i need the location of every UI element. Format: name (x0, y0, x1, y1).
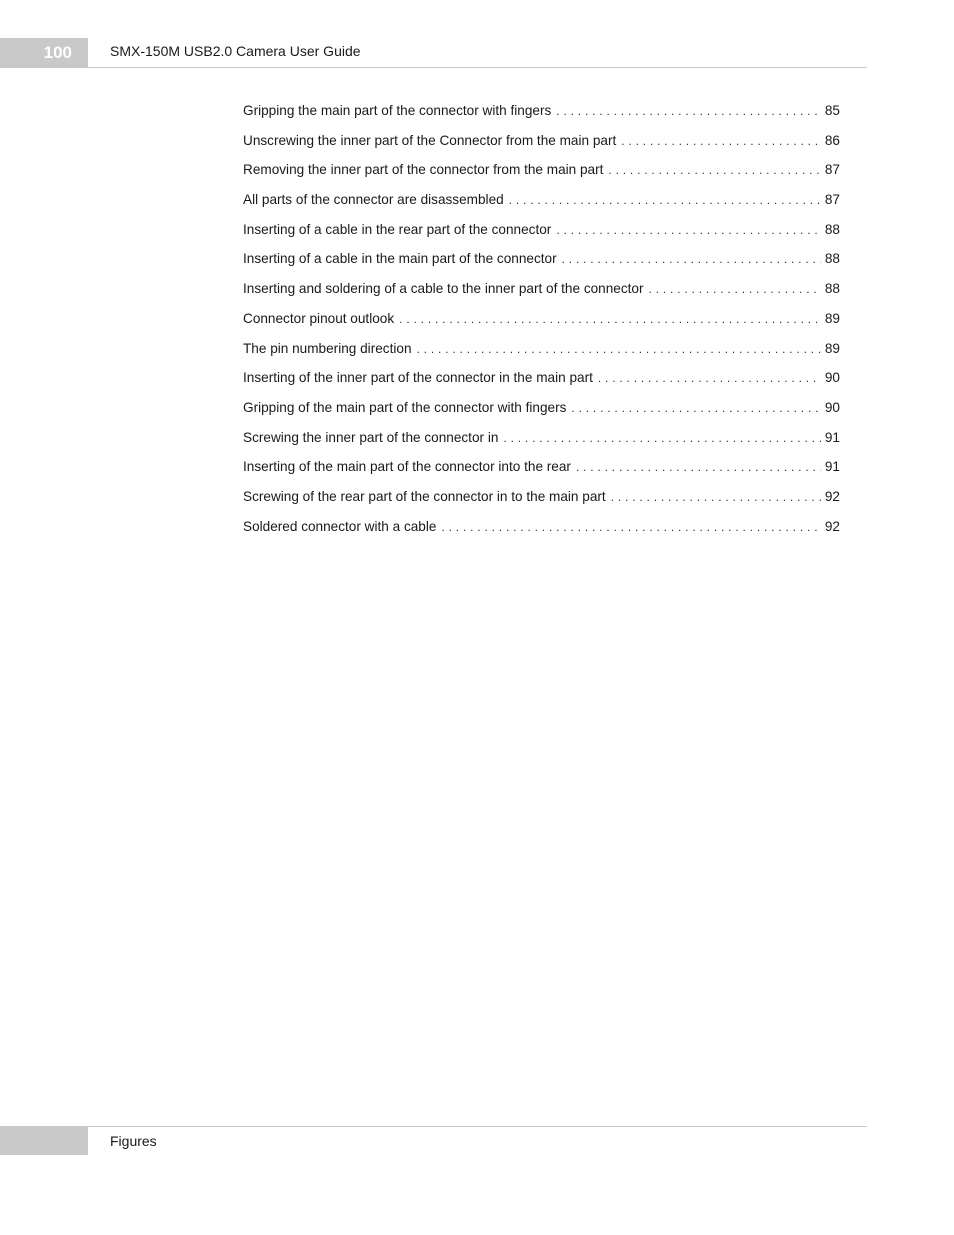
toc-entry-title: Inserting of a cable in the rear part of the connector (243, 221, 552, 237)
toc-entry-title: Inserting of the main part of the connector into the rear (243, 459, 571, 475)
toc-entry-page: 91 (824, 459, 840, 475)
toc-entry[interactable] (243, 311, 840, 341)
dot-leader (509, 193, 821, 207)
dot-leader (598, 371, 821, 385)
toc-entry-title: All parts of the connector are disassembled (243, 192, 504, 208)
toc-entry-title: The pin numbering direction (243, 340, 412, 356)
toc-entry-page: 90 (824, 399, 840, 415)
page-footer (0, 1126, 867, 1155)
dot-leader (556, 223, 821, 237)
dot-leader (562, 252, 821, 266)
toc-entry-title: Connector pinout outlook (243, 310, 395, 326)
dot-leader (608, 163, 820, 177)
toc-entry-page: 91 (824, 429, 840, 445)
toc-entry-page: 85 (824, 103, 840, 118)
figures-list (243, 103, 840, 548)
page-number: 100 (0, 38, 88, 67)
toc-entry-title: Gripping the main part of the connector with fingers (243, 103, 552, 118)
toc-entry-title: Inserting of a cable in the main part of the connector (243, 251, 557, 267)
toc-entry[interactable] (243, 430, 840, 460)
dot-leader (417, 342, 821, 356)
document-title: SMX-150M USB2.0 Camera User Guide (110, 43, 361, 59)
toc-entry-title: Inserting and soldering of a cable to the inner part of the connector (243, 281, 644, 297)
toc-entry-title: Gripping of the main part of the connector with fingers (243, 399, 567, 415)
toc-entry-page: 89 (824, 340, 840, 356)
toc-entry-page: 87 (824, 162, 840, 178)
toc-entry-title: Screwing of the rear part of the connector in to the main part (243, 488, 606, 504)
toc-entry[interactable] (243, 459, 840, 489)
toc-entry-page: 92 (824, 518, 840, 534)
dot-leader (399, 312, 821, 326)
toc-entry[interactable] (243, 162, 840, 192)
toc-entry-title: Inserting of the inner part of the connector in the main part (243, 370, 593, 386)
dot-leader (503, 431, 820, 445)
toc-entry-page: 92 (824, 488, 840, 504)
toc-entry-title: Removing the inner part of the connector from the main part (243, 162, 604, 178)
toc-entry[interactable] (243, 400, 840, 430)
toc-entry[interactable] (243, 251, 840, 281)
dot-leader (556, 104, 821, 118)
dot-leader (611, 490, 821, 504)
dot-leader (621, 134, 821, 148)
dot-leader (441, 520, 820, 534)
section-name: Figures (110, 1133, 157, 1149)
toc-entry-title: Soldered connector with a cable (243, 518, 437, 534)
toc-entry-page: 86 (824, 132, 840, 148)
toc-entry[interactable] (243, 192, 840, 222)
dot-leader (571, 401, 820, 415)
dot-leader (576, 460, 821, 474)
toc-entry-page: 89 (824, 310, 840, 326)
toc-entry-page: 88 (824, 281, 840, 297)
toc-entry[interactable] (243, 489, 840, 519)
toc-entry[interactable] (243, 281, 840, 311)
footer-tab (0, 1127, 88, 1155)
toc-entry-title: Unscrewing the inner part of the Connector from the main part (243, 132, 617, 148)
dot-leader (649, 282, 821, 296)
toc-entry-page: 90 (824, 370, 840, 386)
page-header (0, 38, 867, 68)
toc-entry-page: 88 (824, 221, 840, 237)
toc-entry[interactable] (243, 341, 840, 371)
toc-entry[interactable] (243, 103, 840, 133)
toc-entry[interactable] (243, 370, 840, 400)
toc-entry[interactable] (243, 222, 840, 252)
toc-entry-page: 88 (824, 251, 840, 267)
toc-entry[interactable] (243, 133, 840, 163)
toc-entry[interactable] (243, 519, 840, 549)
toc-entry-page: 87 (824, 192, 840, 208)
toc-entry-title: Screwing the inner part of the connector in (243, 429, 499, 445)
